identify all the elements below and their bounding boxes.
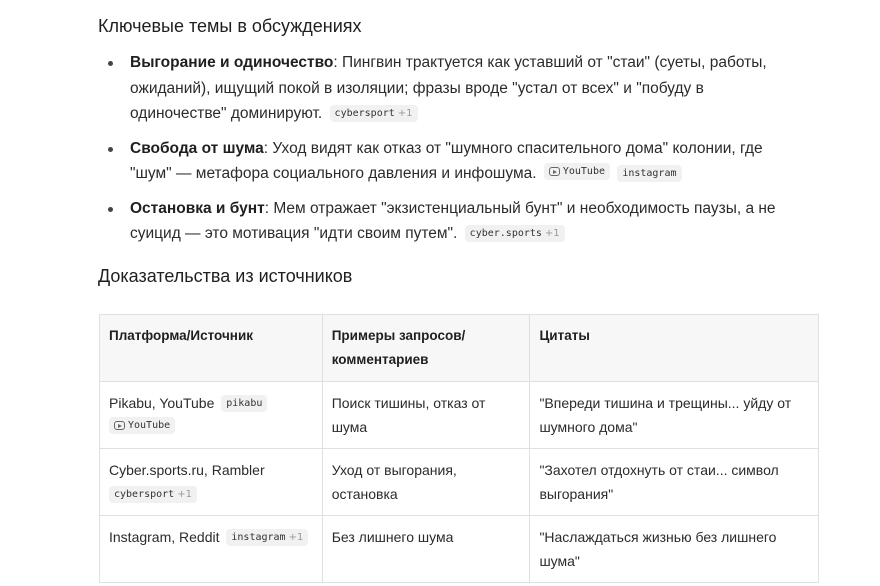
chip-label: cyber.sports (469, 228, 542, 239)
source-chip[interactable] (221, 395, 267, 412)
theme-text: : Уход видят как отказ от "шумного спасительного дома" колонии, где "шум" — метафора социального давления и инфошума. (130, 139, 763, 182)
table-row (100, 382, 819, 449)
cell-quote: "Наслаждаться жизнью без лишнего шума" (530, 516, 819, 583)
theme-item (98, 136, 798, 187)
theme-text: : Пингвин трактуется как уставший от "стаи" (суеты, работы, ожиданий), ищущий покой в изоляции; фразы вроде "устал от всех" и "побуду в одиночестве" доминируют. (130, 54, 767, 122)
table-header-row (100, 315, 819, 382)
evidence-table (99, 314, 819, 583)
table-row (100, 449, 819, 516)
bullet-icon (108, 61, 113, 66)
cell-quote: "Захотел отдохнуть от стаи... символ выгорания" (530, 449, 819, 516)
chip-label: instagram (622, 168, 677, 179)
chip-count: +1 (288, 532, 304, 543)
section-heading-themes: Ключевые темы в обсуждениях (98, 16, 362, 36)
source-text: Instagram, Reddit (109, 529, 220, 545)
cell-queries: Без лишнего шума (322, 516, 530, 583)
source-chip[interactable] (226, 529, 308, 546)
theme-item (98, 196, 798, 247)
cell-quote: "Впереди тишина и трещины... уйду от шумного дома" (530, 382, 819, 449)
chip-label: YouTube (562, 166, 605, 177)
youtube-icon (549, 167, 560, 176)
source-chip[interactable] (617, 165, 681, 182)
table-row (100, 516, 819, 583)
theme-title: Остановка и бунт (130, 199, 265, 217)
theme-item (98, 50, 798, 127)
column-header-queries: Примеры запросов/ комментариев (322, 315, 530, 382)
bullet-icon (108, 147, 113, 152)
chip-count: +1 (544, 228, 560, 239)
source-chip[interactable] (465, 225, 565, 242)
source-chip-youtube[interactable] (544, 163, 610, 180)
chip-label: pikabu (226, 398, 263, 409)
chip-label: instagram (231, 532, 286, 543)
source-text: Pikabu, YouTube (109, 395, 215, 411)
source-chip[interactable] (330, 105, 418, 122)
theme-text: : Мем отражает "экзистенциальный бунт" и необходимость паузы, а не суицид — это мотивация "идти своим путем". (130, 199, 776, 242)
chip-label: cybersport (334, 108, 395, 119)
source-chip[interactable] (109, 486, 197, 503)
theme-title: Свобода от шума (130, 139, 264, 157)
cell-queries: Уход от выгорания, остановка (322, 449, 530, 516)
theme-title: Выгорание и одиночество (130, 54, 334, 71)
cell-source (100, 449, 323, 516)
chip-count: +1 (177, 489, 192, 500)
cell-source (100, 516, 323, 583)
chip-label: cybersport (114, 489, 175, 500)
column-header-source: Платформа/Источник (100, 315, 323, 382)
cell-source (100, 382, 323, 449)
cell-queries: Поиск тишины, отказ от шума (322, 382, 530, 449)
bullet-icon (108, 207, 113, 212)
themes-list (98, 50, 798, 256)
chip-label: YouTube (128, 420, 171, 431)
source-text: Cyber.sports.ru, Rambler (109, 462, 265, 478)
source-chip-youtube[interactable] (109, 417, 175, 434)
chip-count: +1 (397, 108, 413, 119)
column-header-quotes: Цитаты (530, 315, 819, 382)
youtube-icon (114, 421, 125, 430)
section-heading-evidence: Доказательства из источников (98, 266, 353, 286)
